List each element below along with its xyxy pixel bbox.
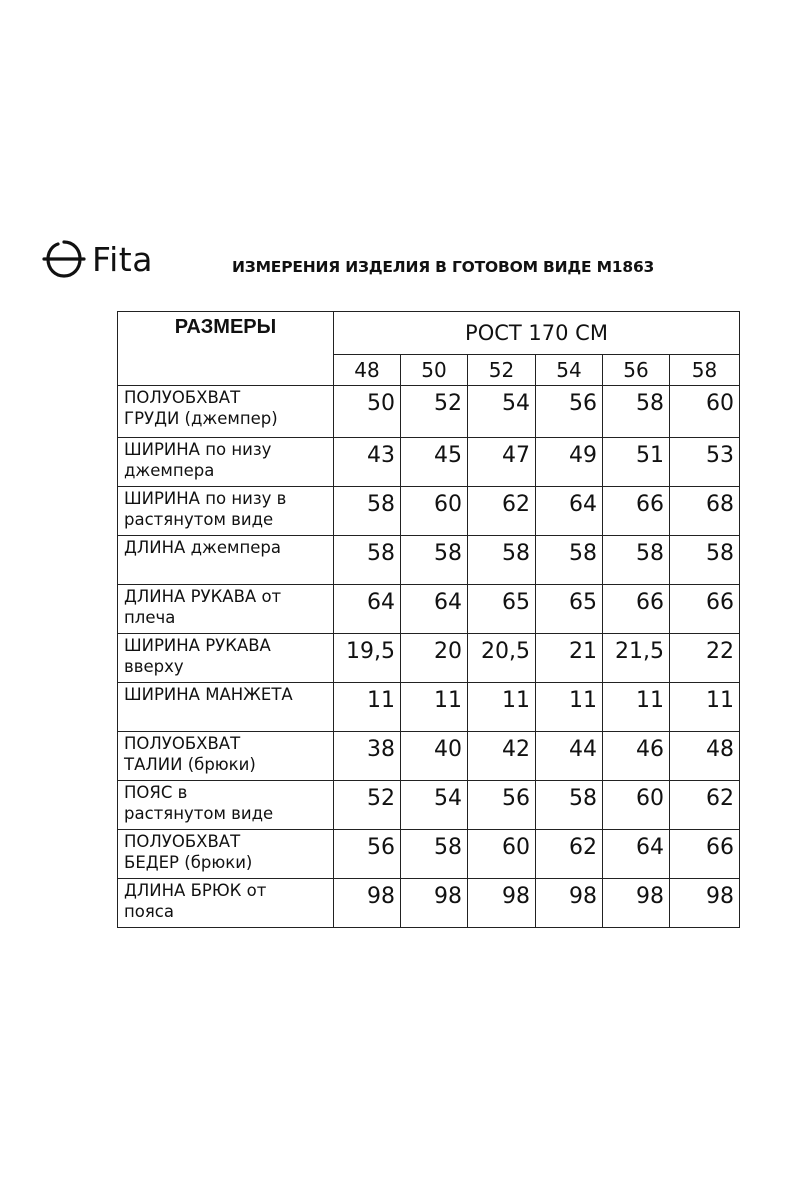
measurement-value: 52: [334, 781, 401, 830]
measurement-value: 49: [536, 438, 603, 487]
measurement-value: 52: [401, 386, 468, 438]
measurement-value: 20,5: [468, 634, 536, 683]
measurement-value: 11: [401, 683, 468, 732]
measurement-value: 58: [670, 536, 740, 585]
measurement-label: [118, 879, 334, 928]
brand-logo: [42, 238, 153, 280]
measurement-value: 46: [603, 732, 670, 781]
measurement-value: 53: [670, 438, 740, 487]
measurement-value: 58: [401, 830, 468, 879]
measurement-value: 11: [334, 683, 401, 732]
measurement-value: 64: [334, 585, 401, 634]
measurement-value: 21,5: [603, 634, 670, 683]
measurement-value: 98: [468, 879, 536, 928]
measurement-label-line1: ШИРИНА МАНЖЕТА: [124, 685, 293, 704]
size-label: 58: [670, 355, 740, 386]
measurement-label-line1: ДЛИНА БРЮК от: [124, 881, 267, 900]
measurement-value: 11: [670, 683, 740, 732]
measurement-value: 98: [334, 879, 401, 928]
measurement-label-line2: ГРУДИ (джемпер): [124, 409, 278, 428]
measurement-value: 54: [468, 386, 536, 438]
table-row: [118, 536, 740, 585]
measurement-value: 66: [670, 830, 740, 879]
measurement-value: 20: [401, 634, 468, 683]
measurement-label-line1: ПОЛУОБХВАТ: [124, 734, 241, 753]
measurement-label-line2: плеча: [124, 608, 176, 627]
measurement-value: 45: [401, 438, 468, 487]
measurement-value: 58: [536, 781, 603, 830]
size-table: [117, 311, 740, 928]
measurement-value: 68: [670, 487, 740, 536]
height-header: РОСТ 170 СМ: [334, 312, 740, 355]
measurement-value: 98: [603, 879, 670, 928]
measurement-value: 58: [536, 536, 603, 585]
measurement-label: [118, 585, 334, 634]
measurement-label: [118, 386, 334, 438]
measurement-value: 66: [603, 585, 670, 634]
measurement-label: [118, 438, 334, 487]
measurement-value: 19,5: [334, 634, 401, 683]
fita-logo-icon: [42, 239, 86, 279]
measurement-value: 48: [670, 732, 740, 781]
measurement-value: 64: [536, 487, 603, 536]
measurement-value: 58: [401, 536, 468, 585]
measurement-label-line1: ПОЛУОБХВАТ: [124, 388, 241, 407]
measurement-value: 58: [334, 536, 401, 585]
measurement-value: 40: [401, 732, 468, 781]
table-row: [118, 683, 740, 732]
measurement-label: [118, 830, 334, 879]
measurement-value: 42: [468, 732, 536, 781]
brand-name: Fita: [92, 239, 153, 279]
table-row: [118, 781, 740, 830]
table-row: [118, 585, 740, 634]
sizes-header: РАЗМЕРЫ: [118, 312, 334, 386]
measurement-value: 66: [670, 585, 740, 634]
measurement-value: 58: [468, 536, 536, 585]
size-label: 48: [334, 355, 401, 386]
measurement-label-line2: ТАЛИИ (брюки): [124, 755, 256, 774]
measurement-value: 98: [536, 879, 603, 928]
measurement-value: 66: [603, 487, 670, 536]
measurement-value: 62: [670, 781, 740, 830]
table-row: [118, 879, 740, 928]
table-row: [118, 386, 740, 438]
table-row: [118, 732, 740, 781]
measurement-value: 64: [401, 585, 468, 634]
measurement-label-line1: ДЛИНА РУКАВА от: [124, 587, 282, 606]
measurement-value: 56: [468, 781, 536, 830]
measurement-value: 58: [603, 386, 670, 438]
measurement-label-line1: ДЛИНА джемпера: [124, 538, 281, 557]
measurement-label: [118, 732, 334, 781]
measurement-value: 54: [401, 781, 468, 830]
measurement-value: 44: [536, 732, 603, 781]
measurement-value: 47: [468, 438, 536, 487]
measurement-label: [118, 634, 334, 683]
size-label: 54: [536, 355, 603, 386]
measurement-value: 62: [536, 830, 603, 879]
table-row: [118, 438, 740, 487]
measurement-value: 60: [670, 386, 740, 438]
measurement-label-line2: растянутом виде: [124, 510, 274, 529]
measurement-label-line2: БЕДЕР (брюки): [124, 853, 253, 872]
measurement-label-line1: ШИРИНА по низу: [124, 440, 272, 459]
measurement-value: 56: [334, 830, 401, 879]
measurement-label-line2: растянутом виде: [124, 804, 274, 823]
size-label: 56: [603, 355, 670, 386]
measurement-value: 98: [670, 879, 740, 928]
measurement-value: 50: [334, 386, 401, 438]
measurement-value: 60: [468, 830, 536, 879]
measurement-value: 51: [603, 438, 670, 487]
table-row: [118, 634, 740, 683]
measurement-label: [118, 683, 334, 732]
measurement-value: 60: [603, 781, 670, 830]
measurement-label-line2: джемпера: [124, 461, 215, 480]
measurement-label: [118, 536, 334, 585]
measurement-label-line1: ПОЯС в: [124, 783, 188, 802]
measurement-label-line1: ПОЛУОБХВАТ: [124, 832, 241, 851]
measurement-value: 62: [468, 487, 536, 536]
measurement-value: 22: [670, 634, 740, 683]
measurement-value: 21: [536, 634, 603, 683]
measurement-value: 58: [334, 487, 401, 536]
document-title: ИЗМЕРЕНИЯ ИЗДЕЛИЯ В ГОТОВОМ ВИДЕ М1863: [232, 258, 655, 276]
measurement-value: 65: [536, 585, 603, 634]
measurement-value: 58: [603, 536, 670, 585]
measurement-label-line1: ШИРИНА РУКАВА: [124, 636, 271, 655]
measurement-value: 64: [603, 830, 670, 879]
table-row: [118, 830, 740, 879]
table-row: [118, 487, 740, 536]
measurement-value: 65: [468, 585, 536, 634]
measurement-label: [118, 781, 334, 830]
measurement-value: 11: [468, 683, 536, 732]
measurement-value: 43: [334, 438, 401, 487]
measurement-value: 11: [603, 683, 670, 732]
size-label: 52: [468, 355, 536, 386]
measurement-label: [118, 487, 334, 536]
header-row: [118, 312, 740, 355]
measurement-value: 56: [536, 386, 603, 438]
measurement-rows: [118, 386, 740, 928]
size-label: 50: [401, 355, 468, 386]
measurement-value: 38: [334, 732, 401, 781]
measurement-label-line2: пояса: [124, 902, 174, 921]
measurement-value: 60: [401, 487, 468, 536]
measurement-value: 11: [536, 683, 603, 732]
measurement-label-line1: ШИРИНА по низу в: [124, 489, 287, 508]
measurement-value: 98: [401, 879, 468, 928]
measurement-label-line2: вверху: [124, 657, 184, 676]
